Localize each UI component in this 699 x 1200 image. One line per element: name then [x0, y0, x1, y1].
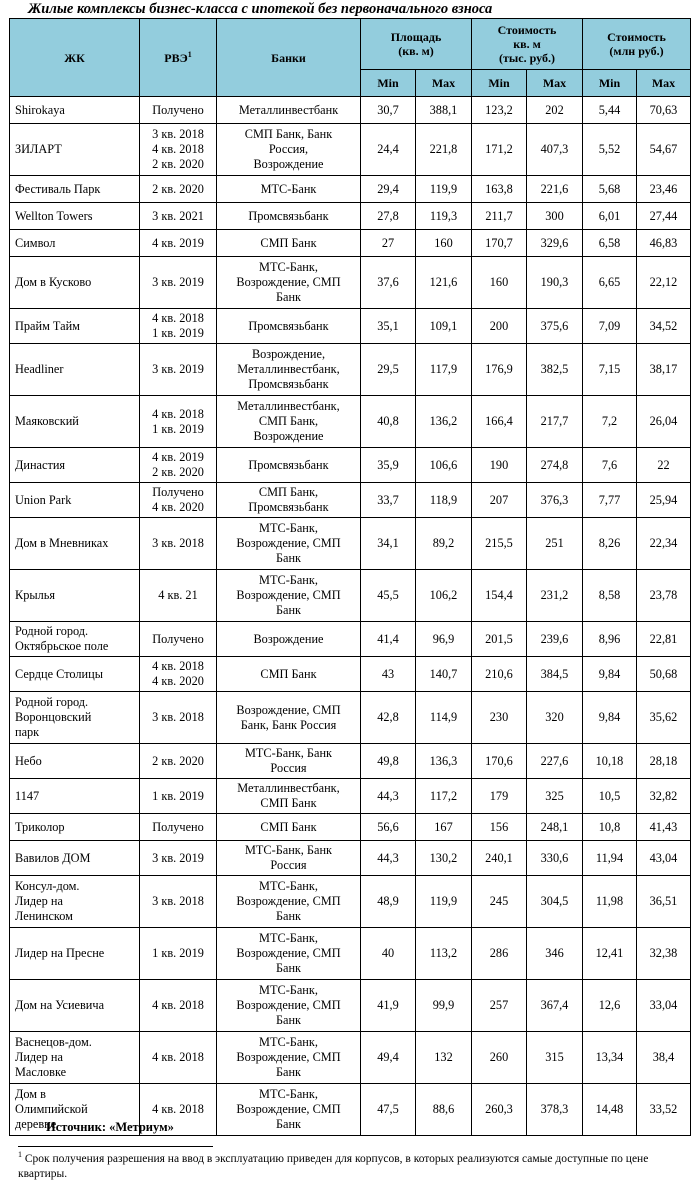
cell-sqm-max: 202 [527, 97, 583, 124]
cell-banks: МТС-Банк, Банк Россия [217, 841, 361, 876]
table-row [10, 257, 691, 309]
cell-name: Сердце Столицы [10, 657, 140, 692]
cell-area-min: 40,8 [361, 396, 416, 448]
header-rve-label: РВЭ [164, 50, 188, 65]
cell-total-max: 54,67 [637, 124, 691, 176]
cell-area-max: 89,2 [416, 518, 472, 570]
header-area-max: Max [416, 70, 472, 97]
header-banks: Банки [217, 19, 361, 97]
cell-name: Дом в Кусково [10, 257, 140, 309]
cell-sqm-max: 382,5 [527, 344, 583, 396]
footnote [18, 1152, 668, 1182]
cell-rve: 3 кв. 2019 [140, 841, 217, 876]
cell-area-min: 44,3 [361, 841, 416, 876]
cell-sqm-max: 315 [527, 1032, 583, 1084]
cell-total-max: 38,4 [637, 1032, 691, 1084]
cell-area-max: 118,9 [416, 483, 472, 518]
cell-name: Васнецов-дом. Лидер на Масловке [10, 1032, 140, 1084]
cell-area-max: 106,6 [416, 448, 472, 483]
cell-rve: 3 кв. 2019 [140, 344, 217, 396]
table-row [10, 570, 691, 622]
cell-total-min: 12,6 [583, 980, 637, 1032]
cell-area-max: 136,2 [416, 396, 472, 448]
cell-total-min: 9,84 [583, 692, 637, 744]
cell-total-min: 10,5 [583, 779, 637, 814]
cell-area-max: 130,2 [416, 841, 472, 876]
cell-total-min: 11,94 [583, 841, 637, 876]
table-row [10, 928, 691, 980]
cell-total-max: 70,63 [637, 97, 691, 124]
table-row [10, 124, 691, 176]
cell-total-min: 10,8 [583, 814, 637, 841]
cell-sqm-max: 325 [527, 779, 583, 814]
header-rve [140, 19, 217, 97]
cell-banks: МТС-Банк, Возрождение, СМП Банк [217, 518, 361, 570]
cell-rve: 4 кв. 2018 [140, 1084, 217, 1136]
table-row [10, 344, 691, 396]
table-row [10, 448, 691, 483]
cell-total-min: 14,48 [583, 1084, 637, 1136]
cell-total-min: 13,34 [583, 1032, 637, 1084]
cell-area-max: 109,1 [416, 309, 472, 344]
table-row [10, 814, 691, 841]
cell-sqm-min: 201,5 [472, 622, 527, 657]
cell-area-min: 45,5 [361, 570, 416, 622]
cell-total-min: 7,77 [583, 483, 637, 518]
cell-sqm-max: 384,5 [527, 657, 583, 692]
cell-area-min: 48,9 [361, 876, 416, 928]
cell-sqm-min: 163,8 [472, 176, 527, 203]
cell-total-max: 26,04 [637, 396, 691, 448]
cell-banks: Металлинвестбанк, СМП Банк, Возрождение [217, 396, 361, 448]
cell-total-max: 22,34 [637, 518, 691, 570]
cell-area-max: 140,7 [416, 657, 472, 692]
cell-banks: Промсвязьбанк [217, 203, 361, 230]
cell-total-min: 8,26 [583, 518, 637, 570]
table-body [10, 97, 691, 1136]
cell-name: Династия [10, 448, 140, 483]
cell-sqm-min: 211,7 [472, 203, 527, 230]
cell-sqm-max: 407,3 [527, 124, 583, 176]
cell-banks: СМП Банк [217, 230, 361, 257]
table-row [10, 518, 691, 570]
header-price-total: Стоимость (млн руб.) [583, 19, 691, 70]
cell-banks: СМП Банк [217, 657, 361, 692]
cell-sqm-max: 274,8 [527, 448, 583, 483]
cell-rve: 2 кв. 2020 [140, 176, 217, 203]
cell-sqm-max: 190,3 [527, 257, 583, 309]
cell-rve: Получено [140, 814, 217, 841]
table-row [10, 1032, 691, 1084]
table-row [10, 622, 691, 657]
cell-sqm-min: 240,1 [472, 841, 527, 876]
cell-name: 1147 [10, 779, 140, 814]
cell-area-max: 121,6 [416, 257, 472, 309]
cell-banks: Металлинвестбанк [217, 97, 361, 124]
cell-total-min: 8,58 [583, 570, 637, 622]
cell-name: Консул-дом. Лидер на Ленинском [10, 876, 140, 928]
cell-total-max: 50,68 [637, 657, 691, 692]
cell-area-min: 29,5 [361, 344, 416, 396]
source-note: Источник: «Метриум» [46, 1120, 174, 1134]
cell-rve: Получено [140, 622, 217, 657]
cell-area-max: 113,2 [416, 928, 472, 980]
header-total-min: Min [583, 70, 637, 97]
cell-total-min: 7,15 [583, 344, 637, 396]
cell-area-min: 42,8 [361, 692, 416, 744]
cell-area-min: 43 [361, 657, 416, 692]
cell-area-min: 41,9 [361, 980, 416, 1032]
cell-total-min: 7,09 [583, 309, 637, 344]
cell-sqm-min: 230 [472, 692, 527, 744]
cell-total-min: 7,6 [583, 448, 637, 483]
cell-sqm-max: 378,3 [527, 1084, 583, 1136]
cell-rve: 4 кв. 21 [140, 570, 217, 622]
cell-total-max: 43,04 [637, 841, 691, 876]
cell-name: Shirokaya [10, 97, 140, 124]
cell-area-max: 132 [416, 1032, 472, 1084]
cell-total-max: 22,81 [637, 622, 691, 657]
cell-sqm-max: 320 [527, 692, 583, 744]
cell-sqm-max: 300 [527, 203, 583, 230]
cell-total-max: 41,43 [637, 814, 691, 841]
cell-sqm-max: 304,5 [527, 876, 583, 928]
cell-total-min: 6,01 [583, 203, 637, 230]
cell-total-min: 5,52 [583, 124, 637, 176]
cell-banks: Возрождение [217, 622, 361, 657]
cell-area-min: 47,5 [361, 1084, 416, 1136]
cell-name: Headliner [10, 344, 140, 396]
cell-rve: 3 кв. 2018 [140, 518, 217, 570]
cell-sqm-min: 170,7 [472, 230, 527, 257]
cell-area-max: 96,9 [416, 622, 472, 657]
cell-rve: 3 кв. 2018 [140, 876, 217, 928]
cell-sqm-min: 257 [472, 980, 527, 1032]
cell-sqm-min: 154,4 [472, 570, 527, 622]
table-row [10, 841, 691, 876]
cell-sqm-min: 179 [472, 779, 527, 814]
cell-banks: СМП Банк, Промсвязьбанк [217, 483, 361, 518]
cell-area-max: 119,9 [416, 876, 472, 928]
cell-area-min: 56,6 [361, 814, 416, 841]
table-row [10, 203, 691, 230]
cell-sqm-min: 207 [472, 483, 527, 518]
cell-area-max: 114,9 [416, 692, 472, 744]
cell-area-max: 117,2 [416, 779, 472, 814]
cell-total-min: 11,98 [583, 876, 637, 928]
cell-sqm-min: 171,2 [472, 124, 527, 176]
cell-sqm-max: 239,6 [527, 622, 583, 657]
cell-area-min: 27 [361, 230, 416, 257]
table-row [10, 483, 691, 518]
cell-sqm-min: 200 [472, 309, 527, 344]
cell-sqm-min: 190 [472, 448, 527, 483]
cell-area-min: 41,4 [361, 622, 416, 657]
cell-banks: Металлинвестбанк, СМП Банк [217, 779, 361, 814]
cell-area-max: 221,8 [416, 124, 472, 176]
cell-rve: 4 кв. 2019 2 кв. 2020 [140, 448, 217, 483]
cell-banks: Промсвязьбанк [217, 309, 361, 344]
cell-sqm-max: 375,6 [527, 309, 583, 344]
cell-banks: Возрождение, Металлинвестбанк, Промсвязьбанк [217, 344, 361, 396]
cell-sqm-min: 260 [472, 1032, 527, 1084]
cell-area-max: 99,9 [416, 980, 472, 1032]
cell-rve: 4 кв. 2018 [140, 1032, 217, 1084]
cell-total-max: 36,51 [637, 876, 691, 928]
cell-banks: МТС-Банк, Возрождение, СМП Банк [217, 928, 361, 980]
cell-total-min: 6,58 [583, 230, 637, 257]
cell-name: Триколор [10, 814, 140, 841]
cell-total-min: 5,68 [583, 176, 637, 203]
cell-name: Маяковский [10, 396, 140, 448]
cell-sqm-min: 286 [472, 928, 527, 980]
cell-total-min: 12,41 [583, 928, 637, 980]
cell-area-min: 44,3 [361, 779, 416, 814]
cell-sqm-max: 376,3 [527, 483, 583, 518]
cell-area-max: 106,2 [416, 570, 472, 622]
cell-area-min: 24,4 [361, 124, 416, 176]
cell-name: Фестиваль Парк [10, 176, 140, 203]
cell-area-min: 49,8 [361, 744, 416, 779]
table-row [10, 309, 691, 344]
cell-sqm-min: 260,3 [472, 1084, 527, 1136]
header-price-sqm: Стоимость кв. м (тыс. руб.) [472, 19, 583, 70]
cell-total-max: 33,52 [637, 1084, 691, 1136]
cell-rve: 4 кв. 2018 1 кв. 2019 [140, 309, 217, 344]
footnote-divider [18, 1146, 213, 1147]
table-row [10, 657, 691, 692]
cell-rve: 4 кв. 2019 [140, 230, 217, 257]
cell-area-max: 167 [416, 814, 472, 841]
cell-name: Union Park [10, 483, 140, 518]
cell-rve: 1 кв. 2019 [140, 928, 217, 980]
cell-banks: МТС-Банк, Возрождение, СМП Банк [217, 980, 361, 1032]
cell-name: Небо [10, 744, 140, 779]
cell-rve: 3 кв. 2018 4 кв. 2018 2 кв. 2020 [140, 124, 217, 176]
cell-total-max: 32,82 [637, 779, 691, 814]
cell-total-min: 6,65 [583, 257, 637, 309]
cell-name: Прайм Тайм [10, 309, 140, 344]
cell-name: Крылья [10, 570, 140, 622]
cell-total-max: 22,12 [637, 257, 691, 309]
footnote-mark: 1 [18, 1150, 22, 1160]
cell-area-max: 136,3 [416, 744, 472, 779]
cell-banks: МТС-Банк, Возрождение, СМП Банк [217, 876, 361, 928]
cell-area-min: 40 [361, 928, 416, 980]
cell-banks: МТС-Банк, Банк Россия [217, 744, 361, 779]
cell-total-min: 5,44 [583, 97, 637, 124]
cell-name: Wellton Towers [10, 203, 140, 230]
cell-area-min: 49,4 [361, 1032, 416, 1084]
cell-sqm-min: 176,9 [472, 344, 527, 396]
cell-area-max: 119,9 [416, 176, 472, 203]
cell-total-min: 7,2 [583, 396, 637, 448]
cell-total-min: 9,84 [583, 657, 637, 692]
cell-sqm-min: 156 [472, 814, 527, 841]
cell-total-max: 22 [637, 448, 691, 483]
housing-table [9, 18, 691, 1136]
cell-name: Вавилов ДОМ [10, 841, 140, 876]
cell-name: Дом в Мневниках [10, 518, 140, 570]
cell-sqm-min: 160 [472, 257, 527, 309]
cell-rve: 1 кв. 2019 [140, 779, 217, 814]
cell-sqm-max: 227,6 [527, 744, 583, 779]
table-row [10, 980, 691, 1032]
cell-banks: МТС-Банк, Возрождение, СМП Банк [217, 1032, 361, 1084]
table-row [10, 396, 691, 448]
table-row [10, 176, 691, 203]
cell-total-max: 28,18 [637, 744, 691, 779]
cell-total-max: 35,62 [637, 692, 691, 744]
cell-area-min: 35,9 [361, 448, 416, 483]
cell-area-min: 29,4 [361, 176, 416, 203]
cell-area-max: 388,1 [416, 97, 472, 124]
table-row [10, 779, 691, 814]
header-sqm-min: Min [472, 70, 527, 97]
cell-rve: 4 кв. 2018 [140, 980, 217, 1032]
table-row [10, 230, 691, 257]
cell-rve: Получено 4 кв. 2020 [140, 483, 217, 518]
cell-rve: 4 кв. 2018 4 кв. 2020 [140, 657, 217, 692]
cell-name: Дом в Олимпийской деревне [10, 1084, 140, 1136]
cell-area-min: 34,1 [361, 518, 416, 570]
cell-banks: МТС-Банк, Возрождение, СМП Банк [217, 1084, 361, 1136]
cell-sqm-max: 221,6 [527, 176, 583, 203]
table-row [10, 692, 691, 744]
cell-sqm-max: 217,7 [527, 396, 583, 448]
cell-banks: Промсвязьбанк [217, 448, 361, 483]
cell-sqm-min: 215,5 [472, 518, 527, 570]
cell-name: Родной город. Воронцовский парк [10, 692, 140, 744]
cell-area-max: 119,3 [416, 203, 472, 230]
cell-total-max: 33,04 [637, 980, 691, 1032]
cell-sqm-max: 231,2 [527, 570, 583, 622]
header-area: Площадь (кв. м) [361, 19, 472, 70]
cell-rve: Получено [140, 97, 217, 124]
header-sqm-max: Max [527, 70, 583, 97]
cell-total-max: 46,83 [637, 230, 691, 257]
cell-sqm-min: 170,6 [472, 744, 527, 779]
header-area-min: Min [361, 70, 416, 97]
cell-area-max: 160 [416, 230, 472, 257]
cell-rve: 3 кв. 2021 [140, 203, 217, 230]
cell-name: Дом на Усиевича [10, 980, 140, 1032]
cell-banks: МТС-Банк, Возрождение, СМП Банк [217, 570, 361, 622]
cell-total-max: 32,38 [637, 928, 691, 980]
cell-sqm-max: 346 [527, 928, 583, 980]
cell-sqm-max: 329,6 [527, 230, 583, 257]
footnote-ref: 1 [187, 49, 192, 59]
cell-total-max: 38,17 [637, 344, 691, 396]
footnote-text: Срок получения разрешения на ввод в эксплуатацию приведен для корпусов, в которых реализуются самые доступные по цене квартиры. [18, 1153, 649, 1180]
cell-name: Лидер на Пресне [10, 928, 140, 980]
cell-sqm-max: 330,6 [527, 841, 583, 876]
cell-sqm-min: 123,2 [472, 97, 527, 124]
table-row [10, 744, 691, 779]
cell-sqm-max: 367,4 [527, 980, 583, 1032]
cell-area-min: 30,7 [361, 97, 416, 124]
cell-area-min: 35,1 [361, 309, 416, 344]
header-zhk: ЖК [10, 19, 140, 97]
cell-sqm-min: 210,6 [472, 657, 527, 692]
cell-banks: СМП Банк [217, 814, 361, 841]
cell-rve: 2 кв. 2020 [140, 744, 217, 779]
cell-banks: МТС-Банк, Возрождение, СМП Банк [217, 257, 361, 309]
cell-area-max: 88,6 [416, 1084, 472, 1136]
cell-total-max: 25,94 [637, 483, 691, 518]
cell-total-max: 27,44 [637, 203, 691, 230]
cell-sqm-max: 248,1 [527, 814, 583, 841]
cell-rve: 3 кв. 2018 [140, 692, 217, 744]
cell-banks: МТС-Банк [217, 176, 361, 203]
cell-area-min: 27,8 [361, 203, 416, 230]
cell-total-min: 8,96 [583, 622, 637, 657]
cell-sqm-min: 166,4 [472, 396, 527, 448]
table-title: Жилые комплексы бизнес-класса с ипотекой без первоначального взноса [28, 1, 493, 17]
cell-total-max: 23,46 [637, 176, 691, 203]
cell-area-max: 117,9 [416, 344, 472, 396]
cell-rve: 4 кв. 2018 1 кв. 2019 [140, 396, 217, 448]
cell-total-min: 10,18 [583, 744, 637, 779]
cell-area-min: 37,6 [361, 257, 416, 309]
header-total-max: Max [637, 70, 691, 97]
cell-sqm-min: 245 [472, 876, 527, 928]
cell-name: Родной город. Октябрьское поле [10, 622, 140, 657]
cell-banks: Возрождение, СМП Банк, Банк Россия [217, 692, 361, 744]
cell-sqm-max: 251 [527, 518, 583, 570]
cell-area-min: 33,7 [361, 483, 416, 518]
cell-rve: 3 кв. 2019 [140, 257, 217, 309]
cell-name: Символ [10, 230, 140, 257]
cell-banks: СМП Банк, Банк Россия, Возрождение [217, 124, 361, 176]
table-row [10, 97, 691, 124]
cell-name: ЗИЛАРТ [10, 124, 140, 176]
cell-total-max: 34,52 [637, 309, 691, 344]
table-row [10, 876, 691, 928]
cell-total-max: 23,78 [637, 570, 691, 622]
